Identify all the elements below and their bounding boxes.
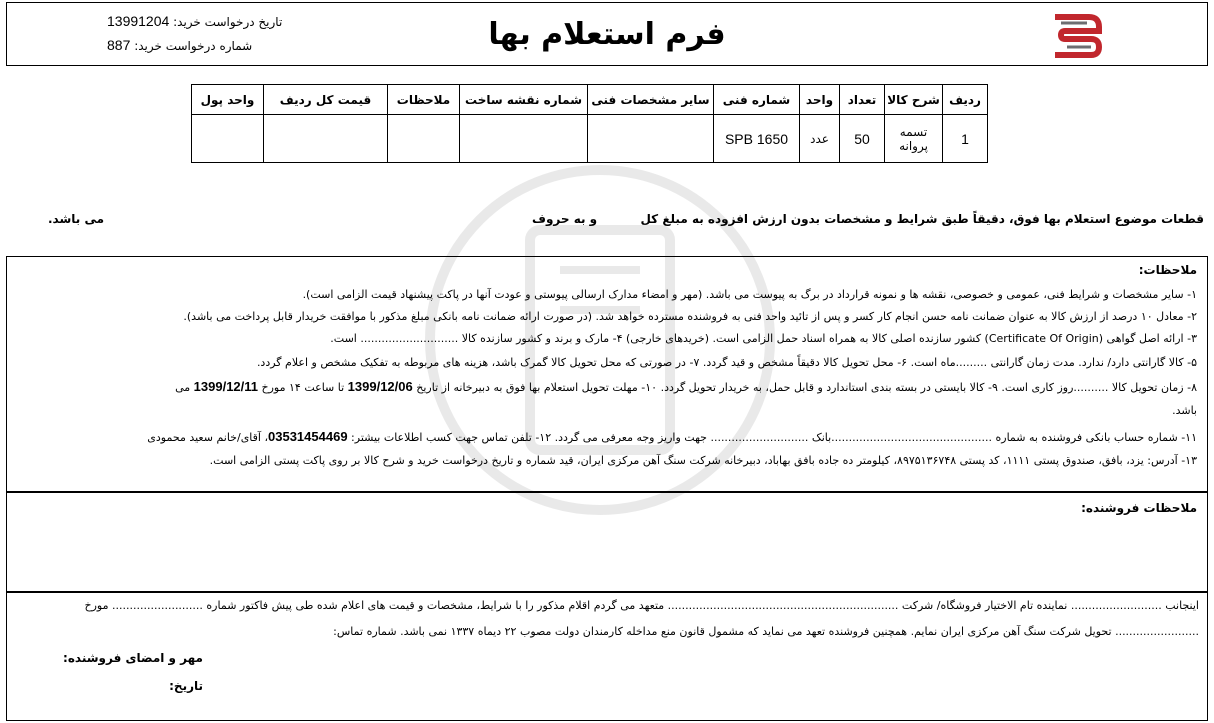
summary-text: قطعات موضوع استعلام بها فوق، دقیقاً طبق شرایط و مشخصات بدون ارزش افزوده به مبلغ کل (640, 212, 1204, 226)
col-unit: واحد (800, 85, 840, 115)
note-line-2: ۲- معادل ۱۰ درصد از ارزش کالا به عنوان ضمانت نامه حسن انجام کار کسر و پس از تائید واحد فنی به فروشنده مسترده خواهد شد. (در صورت ارائه ضمانت نامه بانکی مبلغ مذکور با موافقت خریدار قابل پرداخت می باشد). (183, 310, 1197, 323)
cell-quantity: 50 (840, 115, 885, 163)
note-line-6-text: ۱۱- شماره حساب بانکی فروشنده به شماره ..............................................بانک ............................ جهت واریز وجه معرفی می گردد. ۱۲- تلفن تماس جهت کسب اطلاعات بیشتر: (351, 431, 1197, 444)
page-title: فرم استعلام بها (488, 17, 726, 52)
commitment-line-2: ........................ تحویل شرکت سنگ آهن مرکزی ایران نمایم. همچنین فروشنده تعهد می نماید که مشمول قانون منع مداخله کارمندان دولت مصوب ۲۲ دیماه ۱۳۳۷ نمی باشد. شماره تماس: (333, 625, 1199, 638)
contact-person: آقای/خانم سعید محمودی (147, 431, 261, 444)
commitment-line-1: اینجانب .......................... نماینده تام الاختیار فروشگاه/ شرکت .................................................................. متعهد می گردم اقلام مذکور را با شرایط، مشخصات و قیمت های اعلام شده طی پیش فاکتور شماره .......................... مورخ (84, 599, 1199, 612)
summary-in-words: و به حروف (532, 212, 598, 226)
request-date-value: 13991204 (107, 13, 170, 29)
note-line-5-cont: باشد. (1172, 404, 1197, 417)
note-line-5 (15, 377, 1197, 398)
deadline-to: 1399/12/11 (193, 379, 259, 394)
table-row (192, 115, 988, 163)
cell-description: تسمه پروانه (885, 115, 943, 163)
note-line-6: ۱۱- شماره حساب بانکی فروشنده به شماره ..............................................بانک ............................ جهت واریز وجه معرفی می گردد. ۱۲- تلفن تماس جهت کسب اطلاعات بیشتر: 03531454469، آقای/خانم سعید محمودی (147, 429, 1197, 444)
col-drawing-number: شماره نقشه ساخت (460, 85, 588, 115)
notes-section (6, 256, 1208, 492)
date-label: تاریخ: (169, 679, 203, 693)
summary-end: می باشد. (48, 212, 105, 226)
seller-notes-title: ملاحظات فروشنده: (1081, 501, 1197, 515)
note-line-1: ۱- سایر مشخصات و شرایط فنی، عمومی و خصوصی، نقشه ها و نمونه قرارداد در برگ به پیوست می باشد. (مهر و امضاء مدارک ارسالی پیوستی و عودت آنها در پاکت پیشنهاد قیمت الزامی است). (302, 288, 1197, 301)
request-number-value: 887 (107, 37, 131, 53)
cell-currency[interactable] (192, 115, 264, 163)
col-total-price: قیمت کل ردیف (264, 85, 388, 115)
note-line-7: ۱۳- آدرس: یزد، بافق، صندوق پستی ۱۱۱۱، کد پستی ۸۹۷۵۱۳۶۷۴۸، کیلومتر ده جاده بافق بهاباد، دبیرخانه شرکت سنگ آهن مرکزی ایران، قید شماره و تاریخ درخواست خرید و شرح کالا بر روی پاکت پستی الزامی است. (209, 454, 1197, 467)
request-number-label: شماره درخواست خرید: (134, 39, 253, 53)
cell-other-specs[interactable] (588, 115, 714, 163)
cell-drawing-number[interactable] (460, 115, 588, 163)
table-header-row (192, 85, 988, 115)
col-other-specs: سایر مشخصات فنی (588, 85, 714, 115)
signature-label: مهر و امضای فروشنده: (63, 651, 203, 665)
request-date-label: تاریخ درخواست خرید: (173, 15, 283, 29)
col-technical-number: شماره فنی (714, 85, 800, 115)
cell-remarks[interactable] (388, 115, 460, 163)
note-line-4: ۵- کالا گارانتی دارد/ ندارد. مدت زمان گارانتی .........ماه است. ۶- محل تحویل کالا دقیقاً مشخص و قید گردد. ۷- در صورتی که محل تحویل کالا گمرک باشد، هزینه های مربوطه به تفکیک مشخص و اعلام گردد. (256, 356, 1197, 369)
company-logo (1047, 9, 1107, 61)
notes-title: ملاحظات: (1138, 263, 1197, 277)
cell-technical-number: SPB 1650 (714, 115, 800, 163)
items-table (191, 84, 988, 163)
note-line-3: ۳- ارائه اصل گواهی (Certificate Of Origin) کشور سازنده اصلی کالا به همراه اسناد حمل الزامی است. (خریدهای خارجی) ۴- مارک و برند و کشور سازنده کالا ............................ است. (330, 332, 1197, 345)
deadline-mid: تا ساعت ۱۴ مورخ (261, 381, 345, 394)
note-line-5-text: ۸- زمان تحویل کالا ..........روز کاری است. ۹- کالا بایستی در بسته بندی استاندارد و قابل حمل، به خریدار تحویل گردد. ۱۰- مهلت تحویل استعلام بها فوق به دبیرخانه از تاریخ (416, 381, 1197, 394)
cell-unit: عدد (800, 115, 840, 163)
col-quantity: تعداد (840, 85, 885, 115)
deadline-end: می (175, 381, 191, 394)
commitment-section (6, 592, 1208, 721)
deadline-from: 1399/12/06 (347, 379, 413, 394)
col-row-number: ردیف (943, 85, 988, 115)
cell-total-price[interactable] (264, 115, 388, 163)
col-remarks: ملاحظات (388, 85, 460, 115)
contact-phone: 03531454469 (268, 429, 348, 444)
cell-row-number: 1 (943, 115, 988, 163)
col-description: شرح کالا (885, 85, 943, 115)
col-currency: واحد پول (192, 85, 264, 115)
form-header (6, 2, 1208, 66)
seller-notes-section[interactable] (6, 492, 1208, 592)
